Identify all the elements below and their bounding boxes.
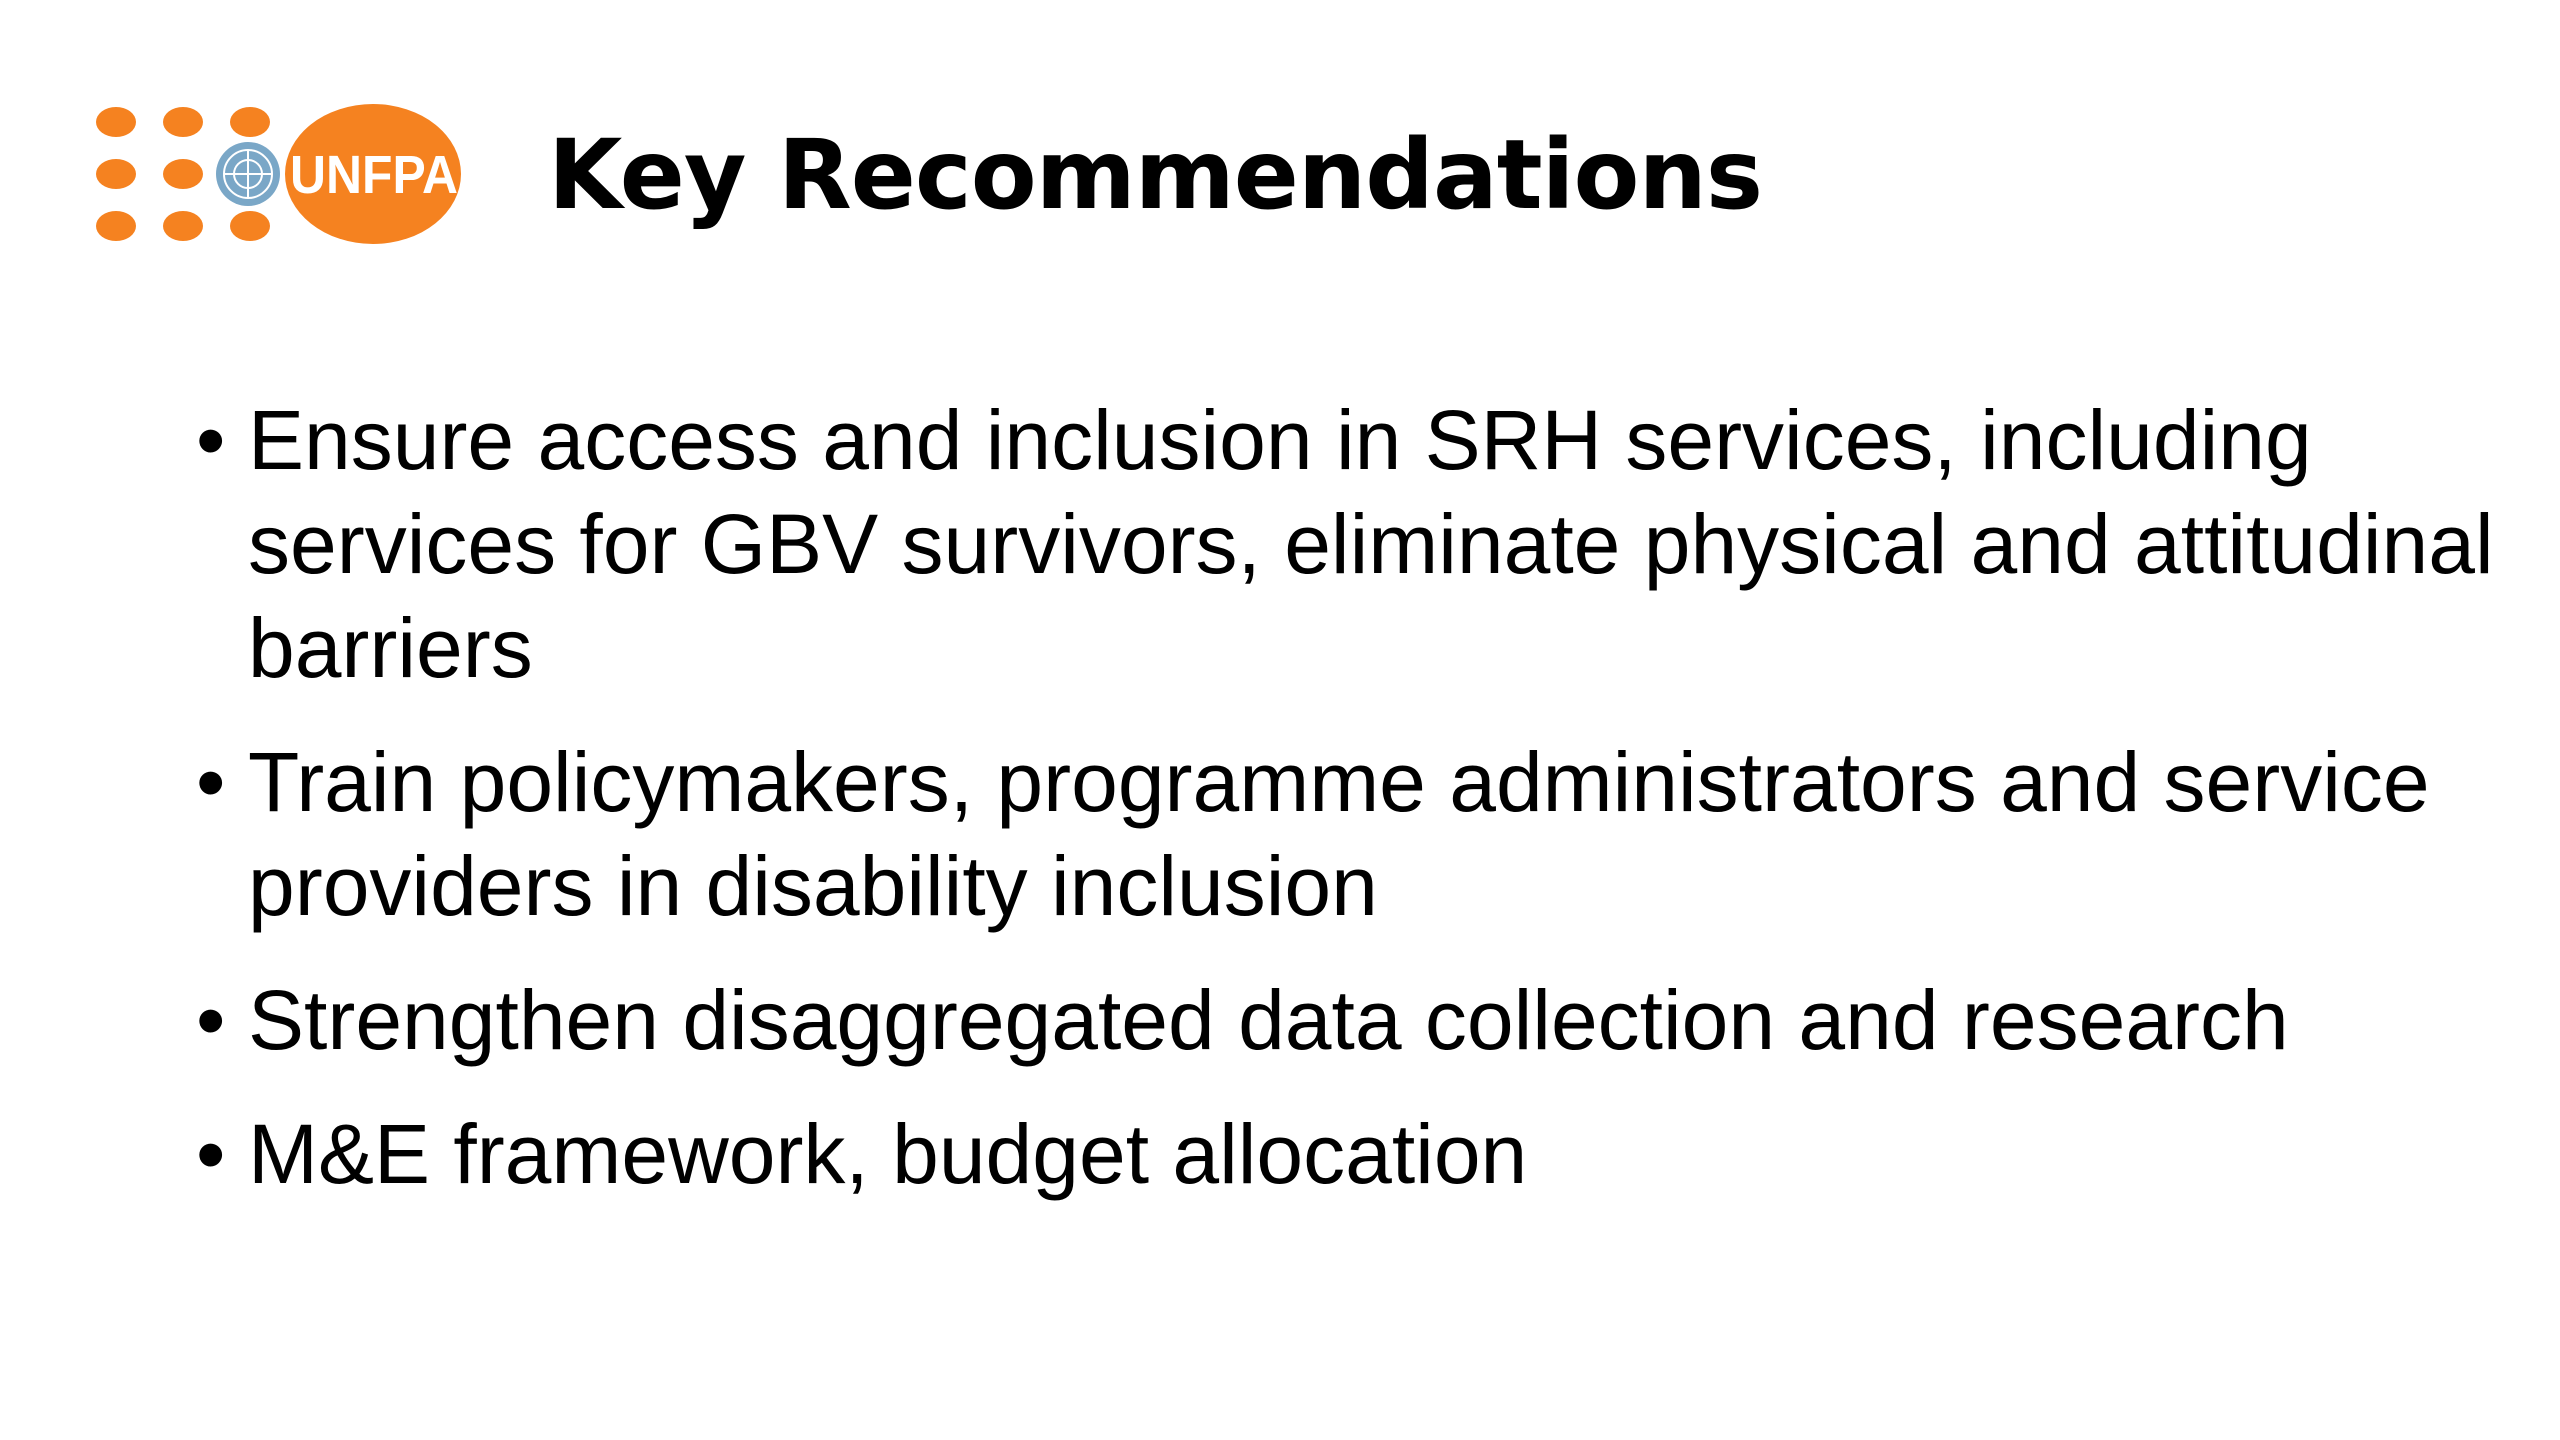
bullet-marker: • (196, 393, 226, 487)
bullet-text: Strengthen disaggregated data collection and research (248, 973, 2289, 1067)
bullet-marker: • (196, 1107, 226, 1201)
unfpa-logo (88, 100, 468, 250)
bullet-list (196, 388, 2496, 1236)
bullet-text: Train policymakers, programme administrators and service providers in disability inclusion (248, 735, 2430, 933)
logo-text: UNFPA (290, 145, 458, 205)
bullet-text: Ensure access and inclusion in SRH services, including services for GBV survivors, eliminate physical and attitudinal barriers (248, 393, 2494, 695)
bullet-item (196, 1102, 2496, 1206)
un-emblem-icon (216, 142, 280, 206)
slide-title: Key Recommendations (548, 119, 1762, 231)
bullet-item (196, 388, 2496, 700)
bullet-marker: • (196, 735, 226, 829)
bullet-item (196, 730, 2496, 938)
bullet-marker: • (196, 973, 226, 1067)
bullet-text: M&E framework, budget allocation (248, 1107, 1528, 1201)
bullet-item (196, 968, 2496, 1072)
